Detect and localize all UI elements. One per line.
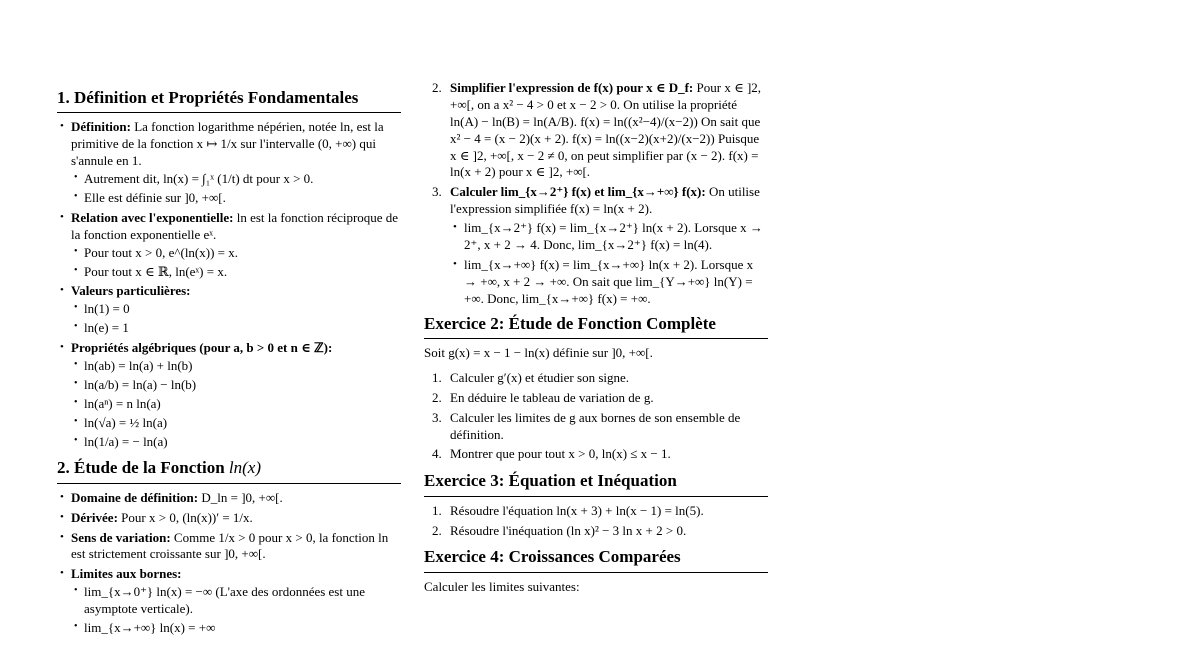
exercise-2-list [424,370,768,463]
list-item: • Pour tout x > 0, e^(ln(x)) = x. [71,245,401,262]
exercise-2-intro: Soit g(x) = x − 1 − ln(x) définie sur ]0, +∞[. [424,344,653,360]
exercise-2-title: Exercice 2: Étude de Fonction Complète [424,314,768,339]
list-item: • Autrement dit, ln(x) = ∫₁ˣ (1/t) dt pour x > 0. [71,171,401,188]
list-item: • ln(aⁿ) = n ln(a) [71,396,401,413]
exercise-3-list [424,503,768,540]
list-item: 3. Calculer lim_{x→2⁺} f(x) et lim_{x→+∞} f(x): On utilise l'expression simplifiée f(x) = ln(x + 2). • lim_{x→2⁺} f(x) = lim_{x→2⁺} ln(x + 2). Lorsque x → 2⁺, x + 2 → 4. Donc, lim_{x→2⁺} f(x) = ln(4). • lim_{x→+∞} f(x) = lim_{x→+∞} ln(x + 2). Lorsque x → +∞, x + 2 → +∞. On sait que lim_{Y→+∞} ln(Y) = +∞. Donc, lim_{x→+∞} f(x) = +∞. [424,184,768,307]
list-item: • Valeurs particulières: • ln(1) = 0 • ln(e) = 1 [57,283,401,337]
section-1-title: 1. Définition et Propriétés Fondamentales [57,88,401,113]
left-column [57,88,401,645]
list-item: • lim_{x→+∞} f(x) = lim_{x→+∞} ln(x + 2). Lorsque x → +∞, x + 2 → +∞. On sait que lim_{Y→+∞} ln(Y) = +∞. Donc, lim_{x→+∞} f(x) = +∞. [450,257,768,308]
list-item: • Domaine de définition: D_ln = ]0, +∞[. [57,490,401,507]
list-item: • Elle est définie sur ]0, +∞[. [71,190,401,207]
list-item: 2. En déduire le tableau de variation de g. [432,389,654,405]
list-item: • Dérivée: Pour x > 0, (ln(x))′ = 1/x. [57,510,401,527]
list-item: 4. Montrer que pour tout x > 0, ln(x) ≤ x − 1. [432,446,671,462]
section-2-list [57,490,401,637]
exercise-3 [424,471,768,539]
list-item: • ln(1/a) = − ln(a) [71,434,401,451]
list-item: 2. Simplifier l'expression de f(x) pour x ∈ D_f: Pour x ∈ ]2, +∞[, on a x² − 4 > 0 et x − 2 > 0. On utilise la propriété ln(A) − ln(B) = ln(A/B). f(x) = ln((x²−4)/(x−2)) On sait que x² − 4 = (x − 2)(x + 2). f(x) = ln((x−2)(x+2)/(x−2)) Puisque x ∈ ]2, +∞[, x − 2 ≠ 0, on peut simplifier par (x − 2). f(x) = ln(x + 2) pour x ∈ ]2, +∞[. [432,80,762,180]
list-item: 1. Résoudre l'équation ln(x + 3) + ln(x − 1) = ln(5). [432,502,704,518]
list-item: • ln(1) = 0 [71,301,401,318]
list-item: 1. Calculer g′(x) et étudier son signe. [432,369,630,385]
section-2 [57,458,401,637]
list-item: • lim_{x→+∞} ln(x) = +∞ [71,620,401,637]
exercise-3-title: Exercice 3: Équation et Inéquation [424,471,768,496]
exercise-2 [424,314,768,464]
section-1-list [57,119,401,450]
section-1 [57,88,401,450]
list-item: • lim_{x→0⁺} ln(x) = −∞ (L'axe des ordonnées est une asymptote verticale). [71,584,401,618]
list-item: 3. Calculer les limites de g aux bornes de son ensemble de définition. [432,409,741,442]
list-item: • ln(e) = 1 [71,320,401,337]
list-item: • Propriétés algébriques (pour a, b > 0 et n ∈ ℤ): • ln(ab) = ln(a) + ln(b) • ln(a/b) = ln(a) − ln(b) • ln(aⁿ) = n ln(a) • ln(√a) = ½ ln(a) • ln(1/a) = − ln(a) [57,340,401,450]
section-2-title: 2. Étude de la Fonction ln(x) [57,458,401,483]
exercise-4-title: Exercice 4: Croissances Comparées [424,547,768,572]
list-item: • lim_{x→2⁺} f(x) = lim_{x→2⁺} ln(x + 2). Lorsque x → 2⁺, x + 2 → 4. Donc, lim_{x→2⁺} f(x) = ln(4). [450,220,768,254]
list-item: • Relation avec l'exponentielle: ln est la fonction réciproque de la fonction exponentielle eˣ. • Pour tout x > 0, e^(ln(x)) = x. • Pour tout x ∈ ℝ, ln(eˣ) = x. [57,210,401,281]
list-item: • Limites aux bornes: • lim_{x→0⁺} ln(x) = −∞ (L'axe des ordonnées est une asymptote verticale). • lim_{x→+∞} ln(x) = +∞ [57,566,401,637]
list-item: • Sens de variation: Comme 1/x > 0 pour x > 0, la fonction ln est strictement croissante sur ]0, +∞[. [57,530,401,564]
list-item: • Pour tout x ∈ ℝ, ln(eˣ) = x. [71,264,401,281]
exercise-4 [424,547,768,595]
list-item: • Définition: La fonction logarithme népérien, notée ln, est la primitive de la fonction x ↦ 1/x sur l'intervalle (0, +∞) qui s'annule en 1. • Autrement dit, ln(x) = ∫₁ˣ (1/t) dt pour x > 0. • Elle est définie sur ]0, +∞[. [57,119,401,206]
right-column [424,80,768,604]
list-item: 2. Résoudre l'inéquation (ln x)² − 3 ln x + 2 > 0. [432,522,687,538]
exercise-4-intro: Calculer les limites suivantes: [424,578,580,594]
exercise-1-continued-list [424,80,768,308]
list-item: • ln(a/b) = ln(a) − ln(b) [71,377,401,394]
list-item: • ln(√a) = ½ ln(a) [71,415,401,432]
list-item: • ln(ab) = ln(a) + ln(b) [71,358,401,375]
